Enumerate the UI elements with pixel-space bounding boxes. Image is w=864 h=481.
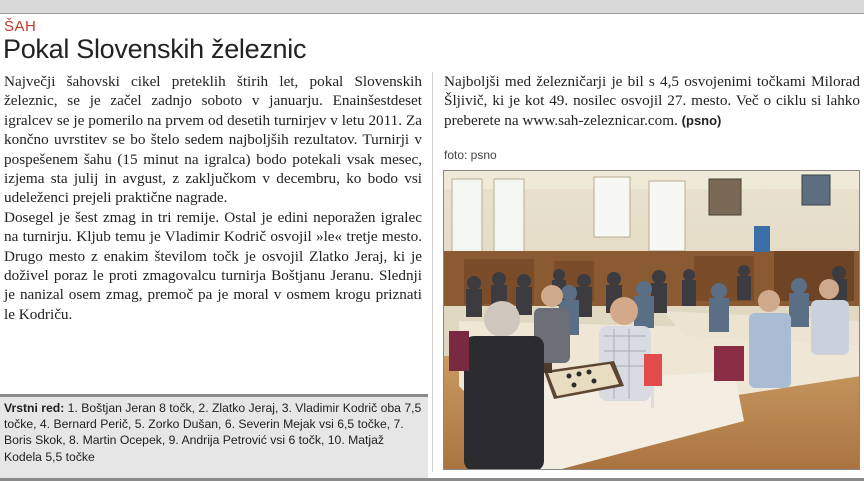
- top-bar-line: [0, 13, 864, 14]
- column-divider: [432, 72, 433, 472]
- section-label: ŠAH: [4, 18, 37, 35]
- source-credit: (psno): [681, 112, 722, 128]
- article-headline: Pokal Slovenskih železnic: [3, 34, 307, 64]
- paragraph-3: Najboljši med železničarji je bil s 4,5 osvojenimi točkami Milorad Šljivič, ki je kot 49. nosilec osvojil 27. mesto. Več o ciklu si lahko preberete na www.sah-zeleznicar.com.: [444, 73, 860, 129]
- ranking-label: Vrstni red:: [4, 401, 65, 415]
- paragraph-2: Dosegel je šest zmag in tri remije. Ostal je edini neporažen igralec na turnirju. Kljub temu je Vladimir Kodrič osvojil »le« tretje mesto. Drugo mesto z enakim številom točk je osvojil Zlatko Jeraj, ki je doživel poraz le proti zmagovalcu turnirja Boštjanu Jeranu. Slednji je nanizal osem zmag, premoč pa je moral v osmem krogu priznati le Kodriču.: [4, 208, 422, 323]
- tournament-photo: [443, 170, 860, 470]
- ranking-text: 1. Boštjan Jeran 8 točk, 2. Zlatko Jeraj, 3. Vladimir Kodrič oba 7,5 točke, 4. Bernard Perič, 5. Zorko Dušan, 6. Severin Mejak vsi 6,5 točke, 7. Boris Skok, 8. Martin Ocepek, 9. Andrija Petrović vsi 6 točk, 10. Matjaž Kodela 5,5 točke: [4, 401, 422, 464]
- article-left-column: [4, 72, 422, 324]
- ranking-box: [0, 394, 428, 478]
- top-bar: [0, 0, 864, 13]
- paragraph-1: Največji šahovski cikel preteklih štirih let, pokal Slovenskih železnic, se je začel zadnjo soboto v januarju. Enainšestdeset igralcev se je pomerilo na prvem od desetih turnirjev v letu 2011. Za končno uvrstitev se bo štelo sedem najboljših rezultatov. Turnirji v pospešenem šahu (15 minut na igralca) bodo potekali vsak mesec, izjema sta julij in avgust, z zaključkom v decembru, ko bodo vsi udeleženci prejeli praktične nagrade.: [4, 73, 422, 207]
- article-right-column: [444, 72, 860, 130]
- photo-caption: foto: psno: [444, 148, 497, 162]
